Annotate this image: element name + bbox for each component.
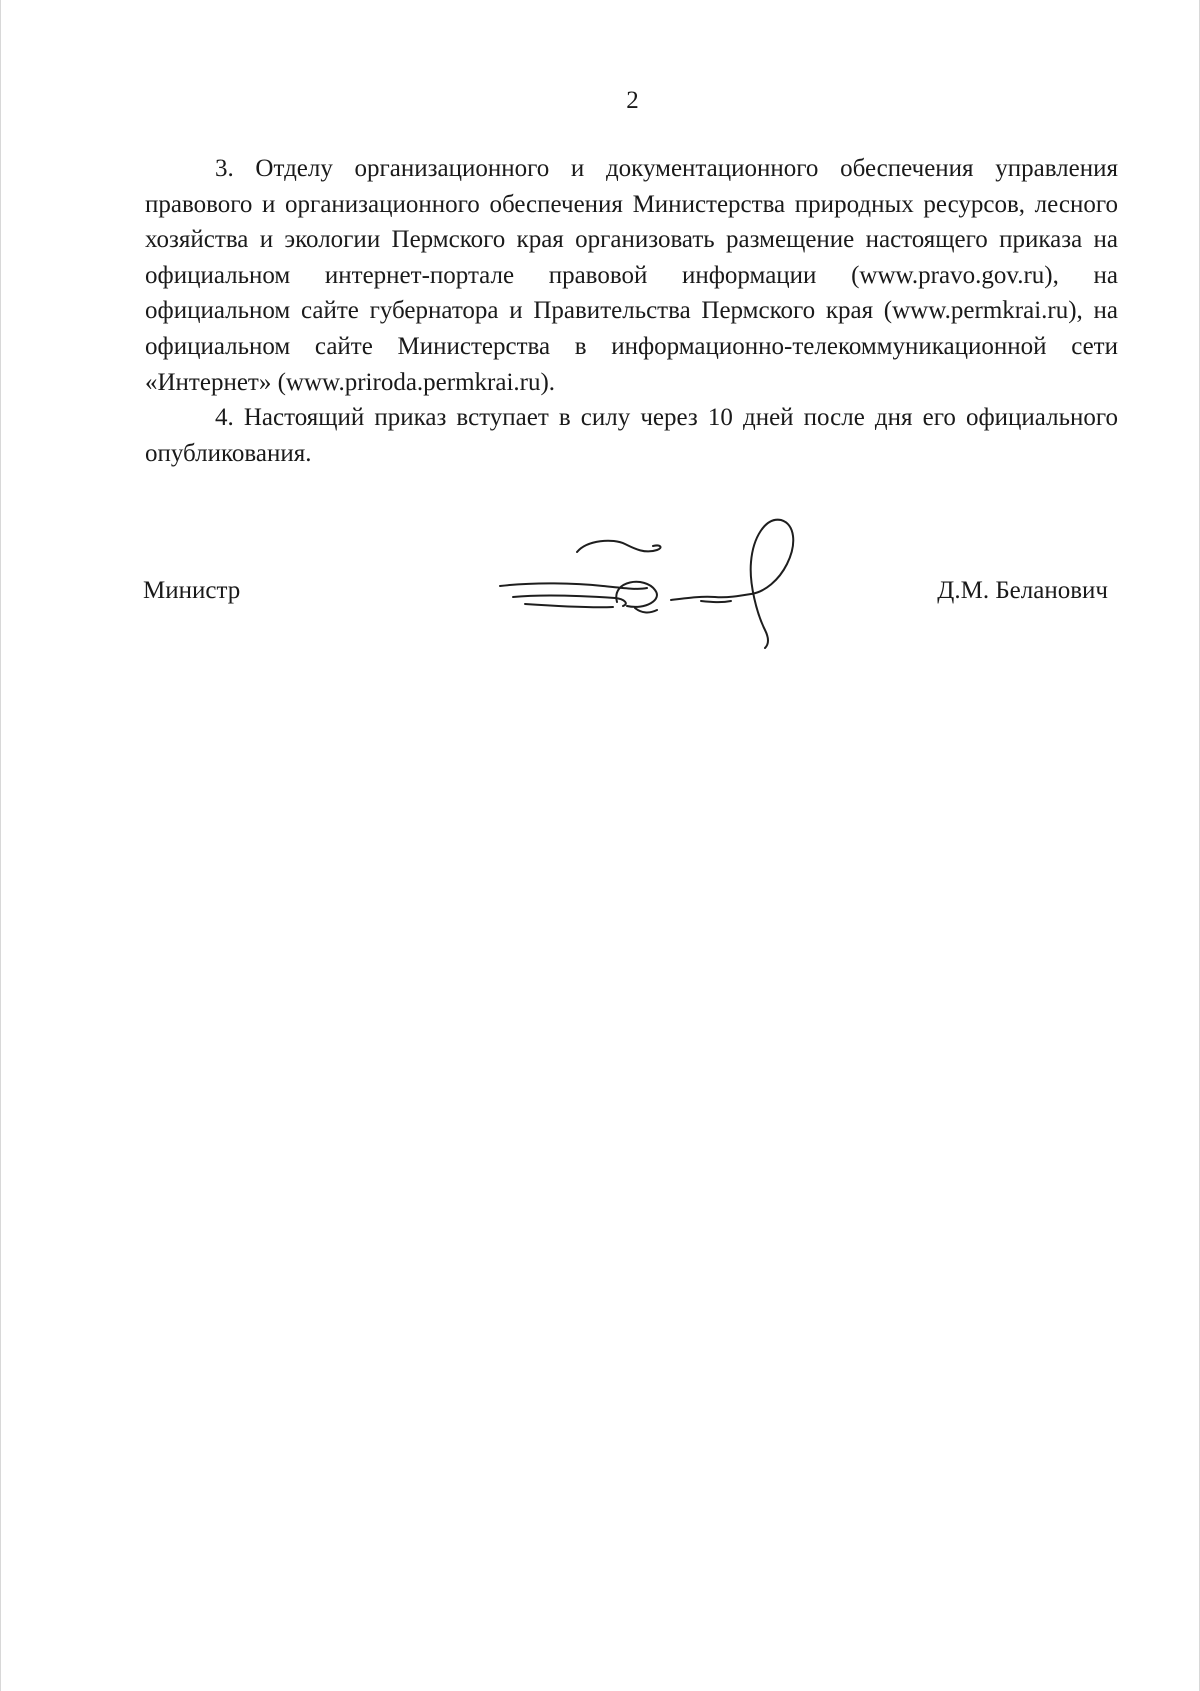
handwritten-signature [495, 510, 835, 650]
signatory-position: Министр [143, 577, 241, 604]
paragraph-3: 3. Отделу организационного и документационного обеспечения управления правового и организационного обеспечения Министерства природных ресурсов, лесного хозяйства и экологии Пермского края организовать размещение настоящего приказа на официальном интернет-портале правовой информации (www.pravo.gov.ru), на официальном сайте губернатора и Правительства Пермского края (www.permkrai.ru), на официальном сайте Министерства в информационно-телекоммуникационной сети «Интернет» (www.priroda.permkrai.ru). [145, 155, 1118, 396]
signatory-name: Д.М. Беланович [937, 577, 1108, 604]
signature-block [0, 510, 1200, 670]
page-number: 2 [626, 87, 639, 114]
document-body [145, 151, 1118, 471]
paragraph-4: 4. Настоящий приказ вступает в силу через 10 дней после дня его официального опубликования. [145, 404, 1118, 467]
page-left-edge [0, 0, 1, 1691]
